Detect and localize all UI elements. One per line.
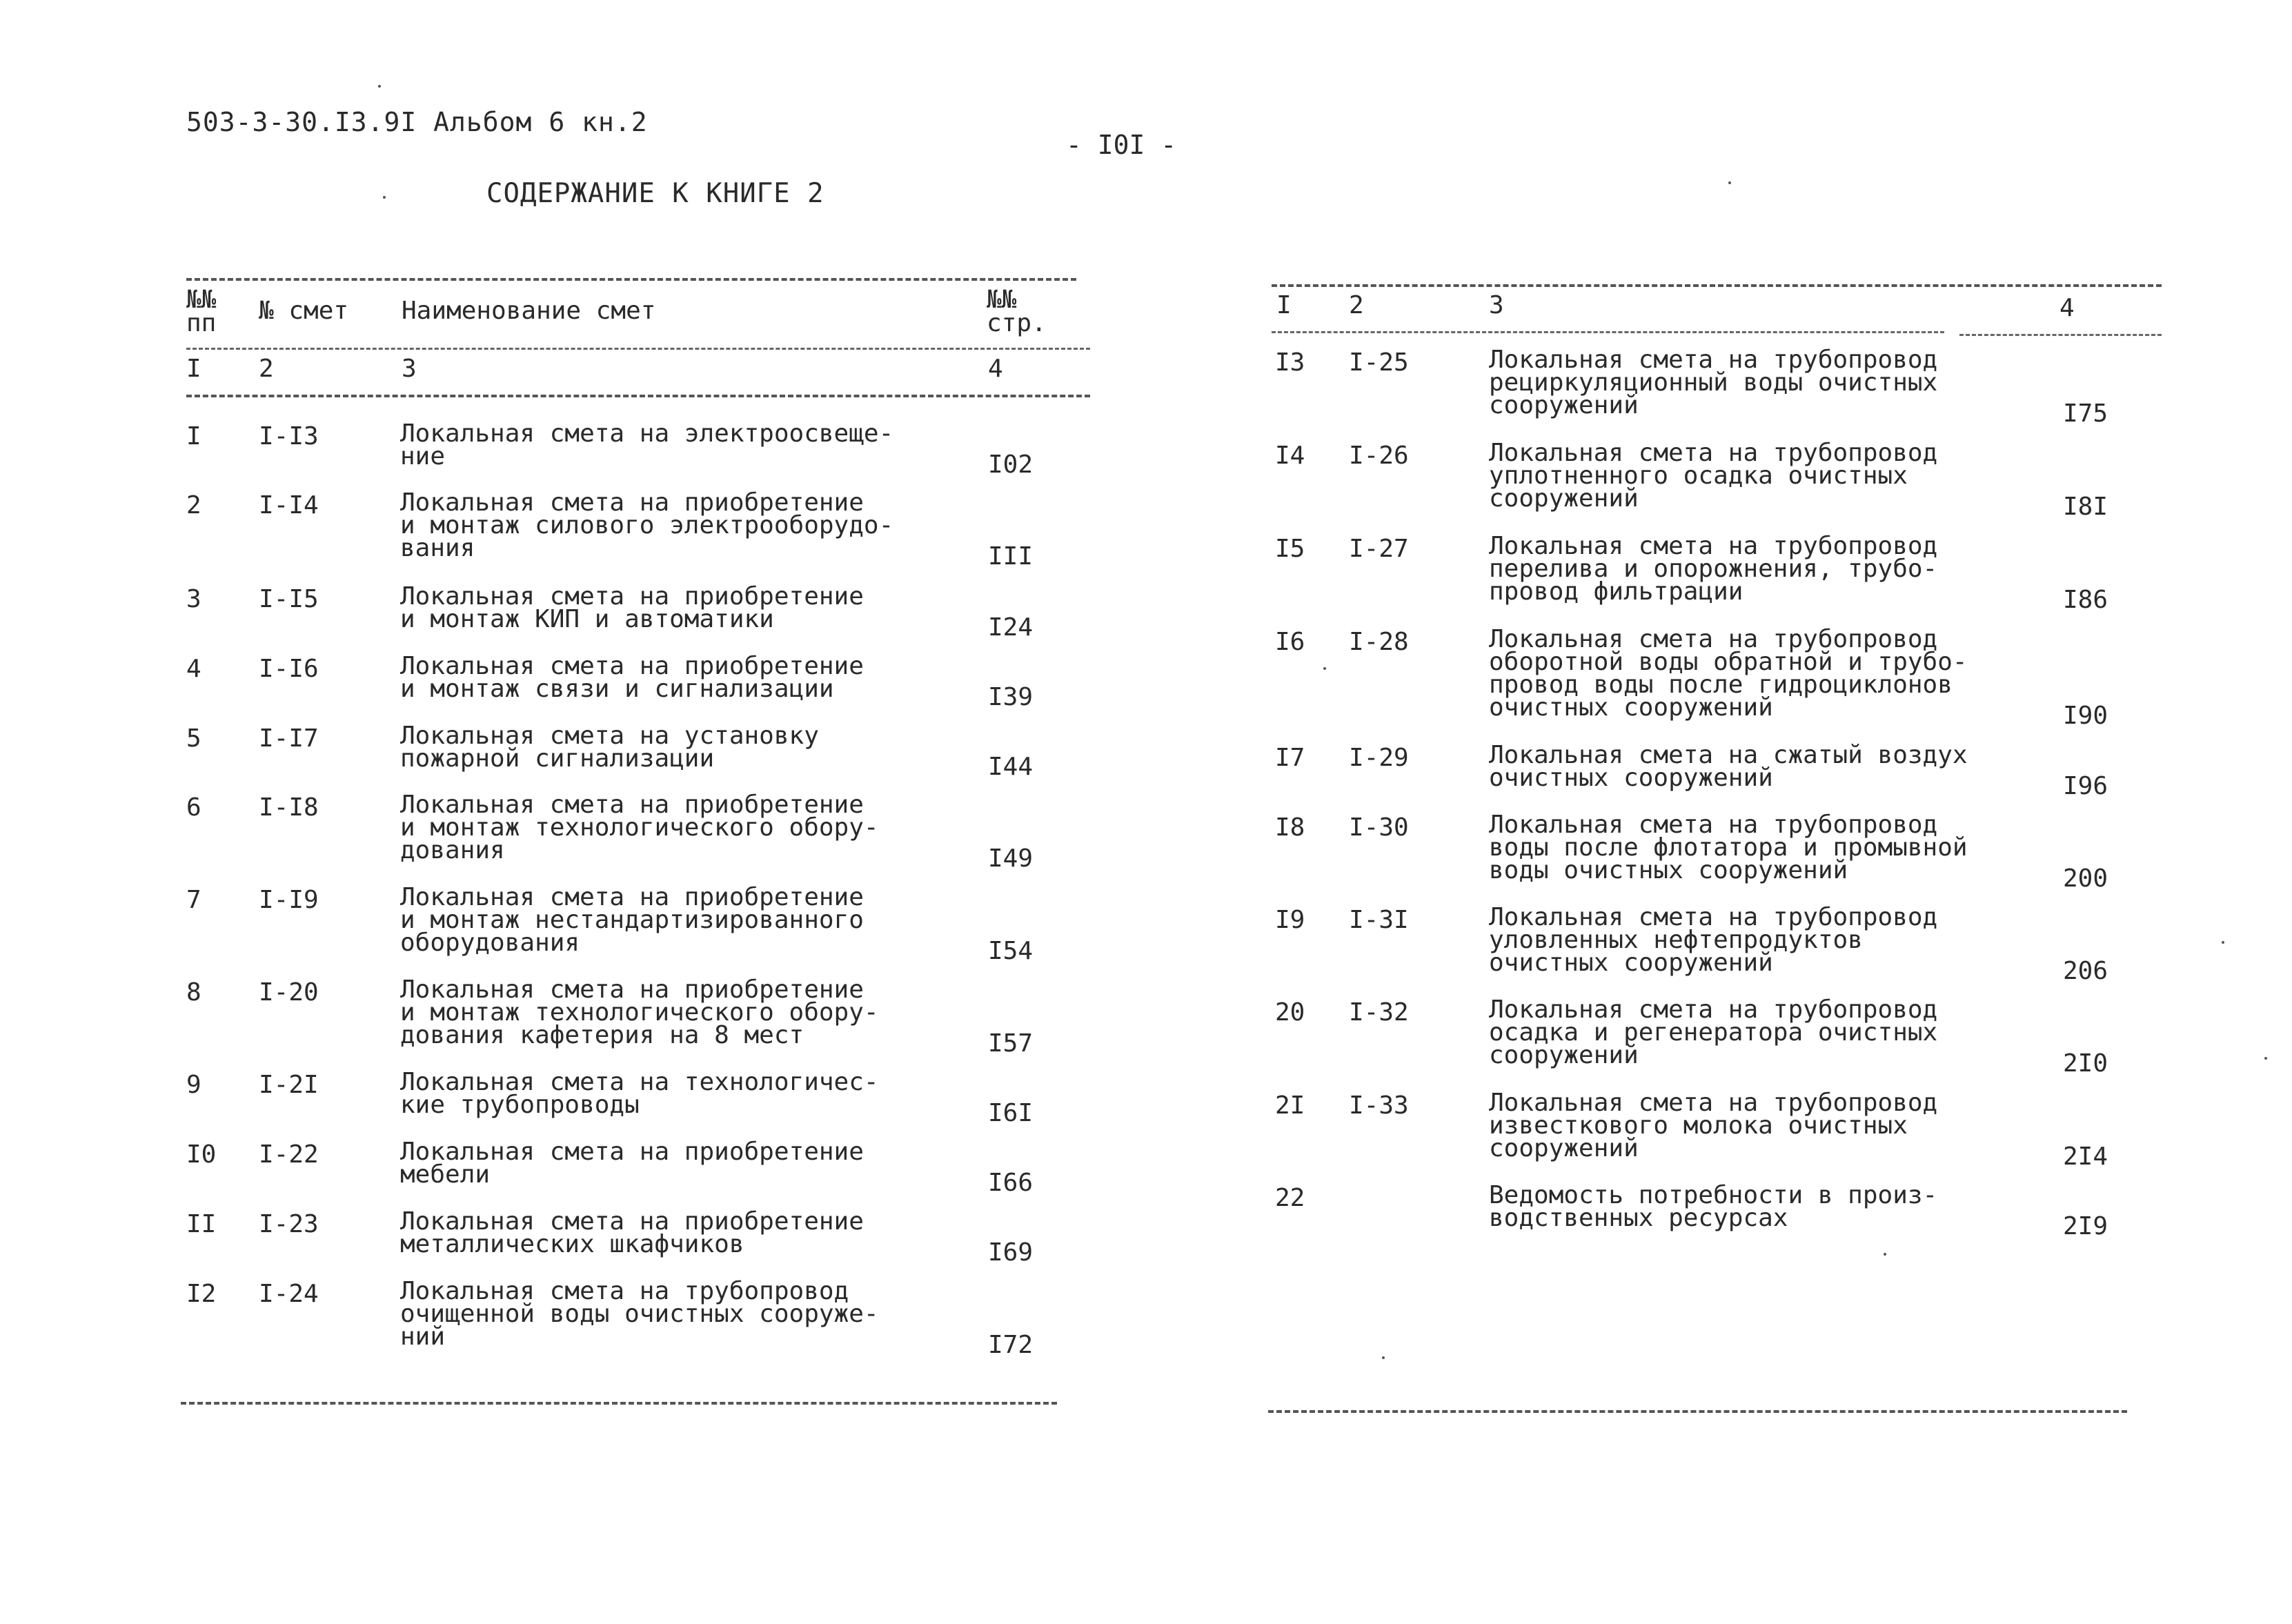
page-reference: I66 bbox=[988, 1169, 1034, 1197]
page-reference: I49 bbox=[988, 844, 1034, 873]
page-number: - I0I - bbox=[1066, 130, 1177, 160]
page-reference: I39 bbox=[988, 683, 1034, 711]
left-col-header-num: №№ пп bbox=[186, 286, 217, 337]
page-reference: I96 bbox=[2063, 772, 2108, 800]
row-number: I3 bbox=[1275, 348, 1305, 377]
page-reference: 206 bbox=[2063, 957, 2108, 985]
estimate-name: Локальная смета на трубопровод очищенной воды очистных сооруже- ний bbox=[400, 1277, 879, 1351]
row-number: I4 bbox=[1275, 442, 1305, 470]
row-number: 20 bbox=[1275, 998, 1305, 1027]
row-number: 2I bbox=[1275, 1091, 1305, 1120]
estimate-number: I-20 bbox=[259, 978, 319, 1007]
estimate-name: Локальная смета на приобретение металлических шкафчиков bbox=[400, 1207, 864, 1258]
row-number: 3 bbox=[186, 585, 201, 613]
page-reference: I75 bbox=[2063, 399, 2108, 428]
right-colnum-1: I bbox=[1276, 291, 1292, 319]
row-number: 9 bbox=[186, 1071, 201, 1099]
row-number: I bbox=[186, 422, 201, 450]
estimate-number: I-I5 bbox=[259, 585, 319, 613]
estimate-number: I-22 bbox=[259, 1140, 319, 1169]
left-colnum-4: 4 bbox=[988, 355, 1003, 383]
page-reference: III bbox=[988, 542, 1034, 571]
estimate-name: Локальная смета на приобретение мебели bbox=[400, 1138, 864, 1189]
estimate-number: I-I9 bbox=[259, 886, 319, 914]
left-table-top-rule bbox=[186, 278, 1076, 281]
right-colnum-3: 3 bbox=[1489, 291, 1504, 319]
left-colnum-rule bbox=[186, 395, 1090, 397]
row-number: I6 bbox=[1275, 628, 1305, 656]
estimate-number: I-24 bbox=[259, 1280, 319, 1308]
row-number: 5 bbox=[186, 724, 201, 753]
estimate-name: Локальная смета на приобретение и монтаж силового электрооборудо- вания bbox=[400, 488, 894, 562]
scan-speck bbox=[2264, 1057, 2267, 1060]
left-colnum-3: 3 bbox=[402, 355, 417, 383]
estimate-name: Локальная смета на сжатый воздух очистных сооружений bbox=[1489, 741, 1968, 792]
estimate-name: Ведомость потребности в произ- водственных ресурсах bbox=[1489, 1181, 1938, 1232]
estimate-name: Локальная смета на приобретение и монтаж связи и сигнализации bbox=[400, 652, 864, 703]
row-number: I7 bbox=[1275, 744, 1305, 772]
row-number: 4 bbox=[186, 655, 201, 683]
row-number: 8 bbox=[186, 978, 201, 1007]
scan-speck bbox=[1382, 1356, 1385, 1359]
left-table-bottom-rule bbox=[181, 1402, 1057, 1405]
right-header-rule-a bbox=[1272, 331, 1944, 333]
estimate-number: I-27 bbox=[1349, 535, 1409, 563]
page-reference: I54 bbox=[988, 937, 1034, 965]
estimate-name: Локальная смета на трубопровод осадка и регенератора очистных сооружений bbox=[1489, 996, 1938, 1069]
page-reference: 2I0 bbox=[2063, 1049, 2108, 1078]
estimate-name: Локальная смета на трубопровод уплотненного осадка очистных сооружений bbox=[1489, 439, 1938, 513]
right-header-rule-b bbox=[1959, 334, 2162, 336]
estimate-name: Локальная смета на технологичес- кие трубопроводы bbox=[400, 1068, 879, 1119]
row-number: 7 bbox=[186, 886, 201, 914]
estimate-name: Локальная смета на установку пожарной сигнализации bbox=[400, 722, 819, 773]
row-number: I9 bbox=[1275, 906, 1305, 934]
page-reference: I86 bbox=[2063, 586, 2108, 614]
page-title: СОДЕРЖАНИЕ К КНИГЕ 2 bbox=[486, 178, 824, 209]
estimate-number: I-I3 bbox=[259, 422, 319, 450]
right-colnum-4: 4 bbox=[2059, 294, 2075, 322]
estimate-number: I-I4 bbox=[259, 491, 319, 519]
page-reference: I90 bbox=[2063, 702, 2108, 730]
estimate-number: I-I6 bbox=[259, 655, 319, 683]
estimate-name: Локальная смета на трубопровод рециркуляционный воды очистных сооружений bbox=[1489, 346, 1938, 419]
page-reference: I6I bbox=[988, 1099, 1034, 1127]
page-reference: 2I9 bbox=[2063, 1212, 2108, 1240]
estimate-name: Локальная смета на трубопровод известкового молока очистных сооружений bbox=[1489, 1089, 1938, 1162]
scan-speck bbox=[378, 85, 381, 88]
left-col-header-estimate: № смет bbox=[259, 297, 349, 325]
estimate-number: I-26 bbox=[1349, 442, 1409, 470]
page-reference: I57 bbox=[988, 1029, 1034, 1058]
left-col-header-page: №№ стр. bbox=[987, 286, 1047, 337]
estimate-name: Локальная смета на трубопровод воды после флотатора и промывной воды очистных сооружений bbox=[1489, 811, 1968, 884]
document-code: 503-3-30.I3.9I Альбом 6 кн.2 bbox=[186, 107, 648, 137]
scan-speck bbox=[1884, 1253, 1886, 1256]
estimate-number: I-2I bbox=[259, 1071, 319, 1099]
estimate-name: Локальная смета на трубопровод оборотной воды обратной и трубо- провод воды после гидроциклонов очистных сооружений bbox=[1489, 625, 1968, 722]
page-reference: I72 bbox=[988, 1331, 1034, 1359]
page-reference: 200 bbox=[2063, 864, 2108, 893]
right-colnum-2: 2 bbox=[1349, 291, 1364, 319]
left-col-header-name: Наименование смет bbox=[402, 297, 656, 325]
estimate-number: I-23 bbox=[259, 1210, 319, 1238]
left-header-rule bbox=[186, 348, 1090, 350]
right-table-top-rule bbox=[1272, 284, 2162, 287]
estimate-number: I-I7 bbox=[259, 724, 319, 753]
page-reference: I24 bbox=[988, 613, 1034, 642]
scan-speck bbox=[1323, 667, 1326, 670]
row-number: 22 bbox=[1275, 1184, 1305, 1212]
estimate-number: I-28 bbox=[1349, 628, 1409, 656]
scan-speck bbox=[383, 196, 386, 199]
estimate-number: I-3I bbox=[1349, 906, 1409, 934]
estimate-number: I-29 bbox=[1349, 744, 1409, 772]
row-number: I0 bbox=[186, 1140, 217, 1169]
page-reference: I44 bbox=[988, 753, 1034, 781]
page-reference: I8I bbox=[2063, 493, 2108, 521]
page-reference: I69 bbox=[988, 1238, 1034, 1267]
estimate-name: Локальная смета на трубопровод уловленных нефтепродуктов очистных сооружений bbox=[1489, 903, 1938, 977]
left-colnum-2: 2 bbox=[259, 355, 274, 383]
estimate-name: Локальная смета на приобретение и монтаж КИП и автоматики bbox=[400, 582, 864, 633]
estimate-number: I-33 bbox=[1349, 1091, 1409, 1120]
right-table-bottom-rule bbox=[1268, 1410, 2127, 1413]
row-number: II bbox=[186, 1210, 217, 1238]
page-reference: 2I4 bbox=[2063, 1142, 2108, 1171]
estimate-number: I-32 bbox=[1349, 998, 1409, 1027]
row-number: I8 bbox=[1275, 813, 1305, 842]
row-number: I5 bbox=[1275, 535, 1305, 563]
left-colnum-1: I bbox=[186, 355, 201, 383]
row-number: 6 bbox=[186, 793, 201, 822]
estimate-number: I-30 bbox=[1349, 813, 1409, 842]
estimate-name: Локальная смета на трубопровод перелива и опорожнения, трубо- провод фильтрации bbox=[1489, 532, 1938, 606]
scan-speck bbox=[1728, 181, 1731, 184]
scan-speck bbox=[2222, 941, 2224, 944]
estimate-name: Локальная смета на электроосвеще- ние bbox=[400, 419, 894, 471]
estimate-number: I-I8 bbox=[259, 793, 319, 822]
estimate-name: Локальная смета на приобретение и монтаж нестандартизированного оборудования bbox=[400, 883, 864, 957]
page-reference: I02 bbox=[988, 450, 1034, 479]
row-number: I2 bbox=[186, 1280, 217, 1308]
estimate-number: I-25 bbox=[1349, 348, 1409, 377]
estimate-name: Локальная смета на приобретение и монтаж технологического обору- дования кафетерия на 8 мест bbox=[400, 976, 879, 1049]
estimate-name: Локальная смета на приобретение и монтаж технологического обору- дования bbox=[400, 791, 879, 864]
row-number: 2 bbox=[186, 491, 201, 519]
